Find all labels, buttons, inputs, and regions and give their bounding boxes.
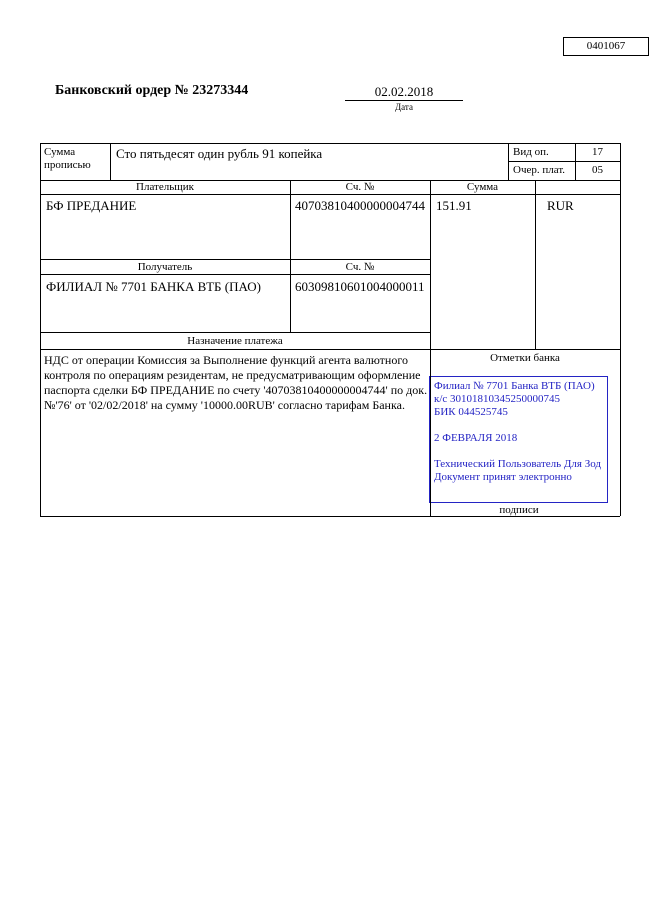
amount-currency: RUR xyxy=(547,198,574,213)
stamp-corr-account: к/с 30101810345250000745 xyxy=(434,393,561,405)
table-line xyxy=(40,349,620,350)
table-line xyxy=(40,332,430,333)
table-line xyxy=(508,161,620,162)
table-line xyxy=(575,143,576,180)
amount-in-words-label: Сумма прописью xyxy=(44,146,91,171)
payment-priority-label: Очер. плат. xyxy=(513,164,566,176)
table-line xyxy=(620,143,621,516)
table-line xyxy=(40,143,620,144)
table-line xyxy=(40,259,430,260)
table-line xyxy=(40,180,620,181)
document-title: Банковский ордер № 23273344 xyxy=(55,83,249,98)
table-line xyxy=(508,143,509,180)
bank-marks-header: Отметки банка xyxy=(490,352,560,364)
payment-priority-value: 05 xyxy=(592,164,603,176)
payer-account: 40703810400000004744 xyxy=(295,198,425,213)
form-code-box: 0401067 xyxy=(563,37,649,56)
operation-type-label: Вид оп. xyxy=(513,146,549,158)
table-line xyxy=(430,180,431,516)
signatures-label: подписи xyxy=(499,504,539,516)
date-value: 02.02.2018 xyxy=(374,84,434,99)
table-line xyxy=(40,274,430,275)
payer-name: БФ ПРЕДАНИЕ xyxy=(46,198,137,213)
amount-value: 151.91 xyxy=(436,198,472,213)
table-line xyxy=(40,143,41,516)
amount-in-words-value: Сто пятьдесят один рубль 91 копейка xyxy=(116,146,323,161)
date-label: Дата xyxy=(395,102,413,112)
recipient-account-header: Сч. № xyxy=(345,261,375,273)
payer-account-header: Сч. № xyxy=(345,181,375,193)
recipient-name: ФИЛИАЛ № 7701 БАНКА ВТБ (ПАО) xyxy=(46,279,261,294)
table-line xyxy=(345,100,463,101)
table-line xyxy=(290,180,291,332)
table-line xyxy=(40,194,620,195)
payer-section-header: Плательщик xyxy=(136,181,194,193)
recipient-section-header: Получатель xyxy=(137,261,193,273)
bank-stamp xyxy=(429,376,608,503)
stamp-operator: Технический Пользователь Для Зод xyxy=(434,458,602,470)
table-line xyxy=(40,516,620,517)
purpose-text: НДС от операции Комиссия за Выполнение функций агента валютного контроля по операциям резидентам, не предусматривающим оформление паспорта сделки БФ ПРЕДАНИЕ по счету '40703810400000004744' по док.№'76' от '02/02/2018' на сумму '10000.00RUB' согласно тарифам Банка. xyxy=(44,353,428,412)
stamp-status: Документ принят электронно xyxy=(434,471,572,483)
stamp-bik: БИК 044525745 xyxy=(434,406,508,418)
table-line xyxy=(110,143,111,180)
table-line xyxy=(535,180,536,349)
purpose-header: Назначение платежа xyxy=(187,335,283,347)
amount-header: Сумма xyxy=(466,181,499,193)
stamp-date: 2 ФЕВРАЛЯ 2018 xyxy=(434,432,518,444)
stamp-bank-name: Филиал № 7701 Банка ВТБ (ПАО) xyxy=(434,380,595,392)
operation-type-value: 17 xyxy=(592,146,603,158)
recipient-account: 60309810601004000011 xyxy=(295,279,425,294)
